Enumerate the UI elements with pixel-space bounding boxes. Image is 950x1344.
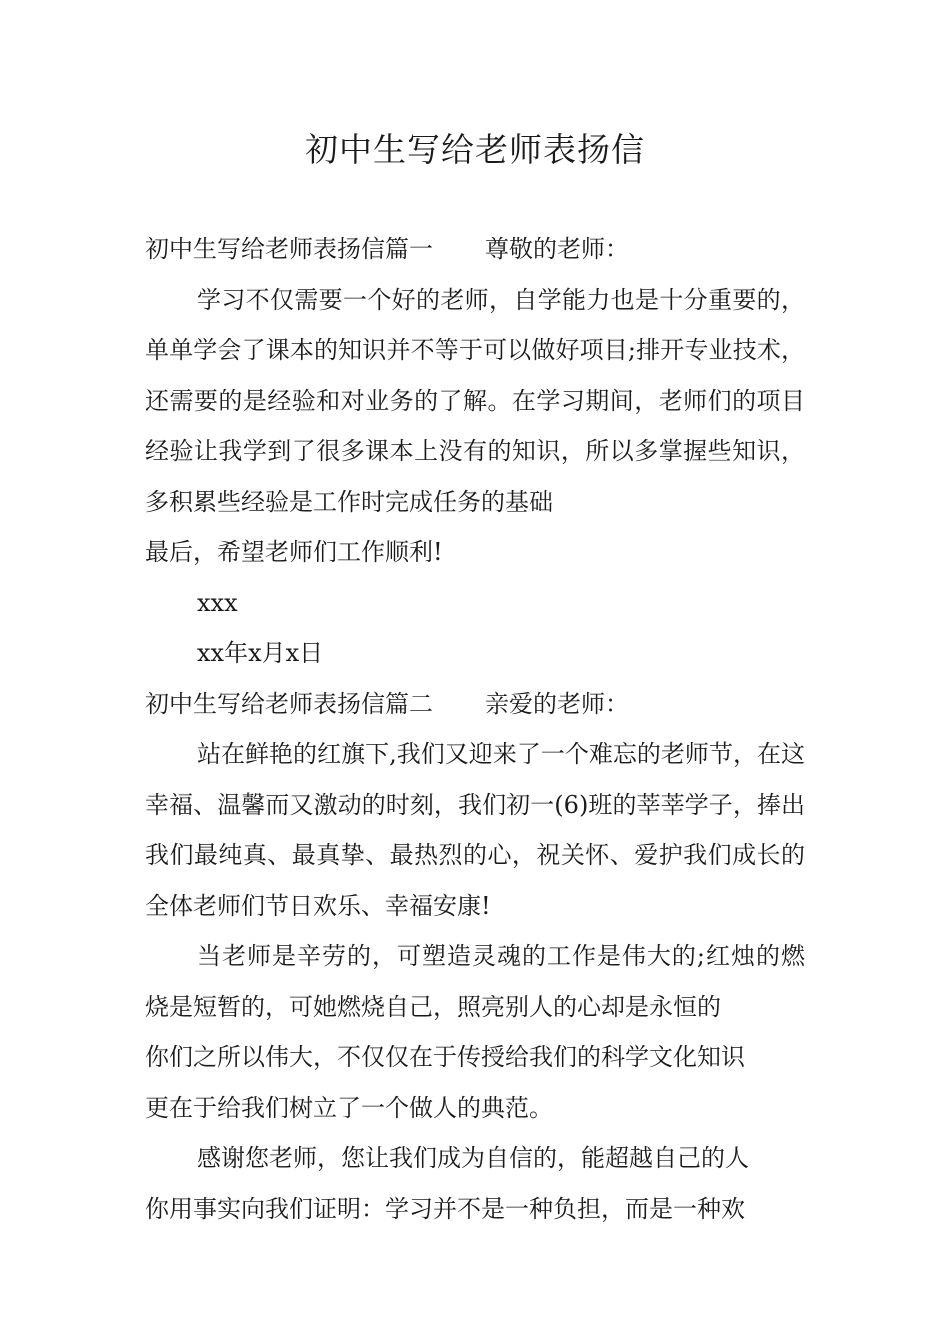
section-1-heading: 初中生写给老师表扬信篇一	[145, 235, 433, 263]
section-2-heading: 初中生写给老师表扬信篇二	[145, 689, 433, 718]
section-1-signature: xxx	[197, 588, 238, 617]
section-2-paragraph-6: 你用事实向我们证明：学习并不是一种负担，而是一种欢	[145, 1194, 745, 1223]
section-2-paragraph-1: 站在鲜艳的红旗下,我们又迎来了一个难忘的老师节，在这幸福、温馨而又激动的时刻，我们初一(6)班的莘莘学子，捧出我们最纯真、最真挚、最热烈的心，祝关怀、爱护我们成长的全体老师们节日欢乐、幸福安康!	[145, 740, 805, 920]
document-body	[145, 224, 805, 1234]
document-title: 初中生写给老师表扬信	[305, 130, 645, 169]
section-2-paragraph-5: 感谢您老师，您让我们成为自信的，能超越自己的人	[197, 1144, 749, 1172]
section-1-date: xx年x月x日	[197, 639, 324, 667]
section-2-heading-line	[145, 679, 805, 730]
section-2-paragraph-4: 更在于给我们树立了一个做人的典范。	[145, 1093, 553, 1122]
section-2-paragraph-2: 当老师是辛劳的，可塑造灵魂的工作是伟大的;红烛的燃烧是短暂的，可她燃烧自己，照亮别人的心却是永恒的	[145, 942, 805, 1021]
section-2-paragraph-3: 你们之所以伟大，不仅仅在于传授给我们的科学文化知识	[145, 1043, 745, 1071]
section-2-salutation: 亲爱的老师：	[485, 689, 629, 718]
section-1-heading-line	[145, 224, 805, 275]
section-1-paragraph: 学习不仅需要一个好的老师，自学能力也是十分重要的，单单学会了课本的知识并不等于可以做好项目;排开专业技术，还需要的是经验和对业务的了解。在学习期间，老师们的项目经验让我学到了很多课本上没有的知识，所以多掌握些知识，多积累些经验是工作时完成任务的基础	[145, 285, 805, 516]
section-1-closing: 最后，希望老师们工作顺利!	[145, 538, 443, 566]
section-1-salutation: 尊敬的老师：	[485, 235, 629, 263]
